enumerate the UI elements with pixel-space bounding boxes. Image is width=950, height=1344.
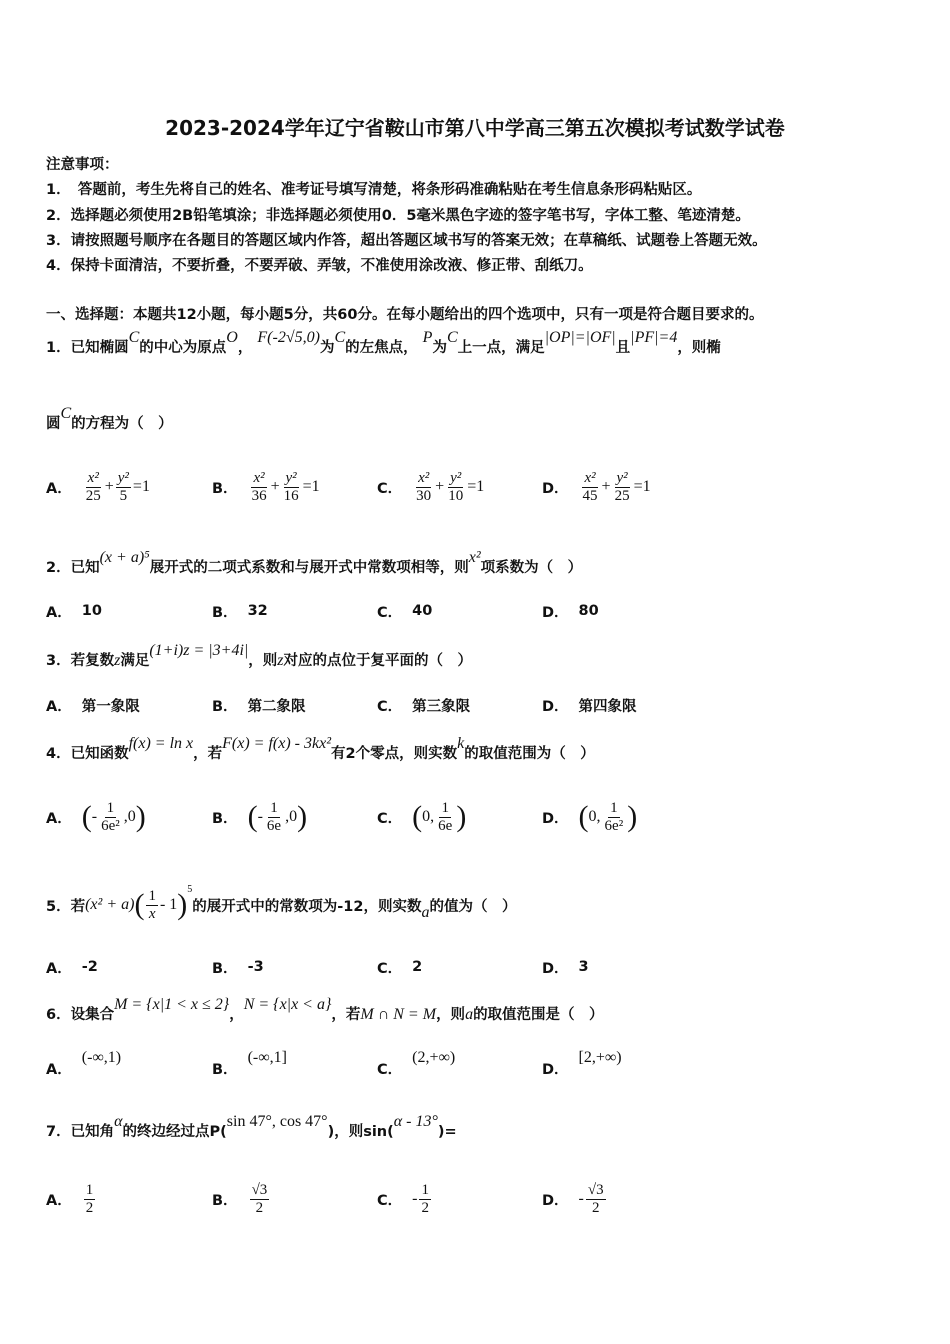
option-c[interactable]: C． 40 [377,603,433,621]
option-a[interactable]: A． ( - $\frac{1}{\text{6e²}}$ ,0 ) [46,799,146,834]
notice-item: 1． 答题前，考生先将自己的姓名、准考证号填写清楚，将条形码准确粘贴在考生信息条形码粘贴区。 [46,182,702,198]
options-q6 [46,1048,926,1088]
option-c[interactable]: C． $\frac{\text{x²}}{30}$ + $\frac{\text{y²}}{10}$ =1 [377,469,485,504]
option-a[interactable]: A． $\frac{\text{x²}}{25}$ + $\frac{\text{y²}}{5}$ =1 [46,469,150,504]
question-6: 6．设集合M = {x|1 < x ≤ 2}，N = {x|x < a}，若M ∩ N = M，则a的取值范围是（ ） [46,996,604,1023]
question-5: 5．若 (x² + a) ( $\frac{1}{x}$ - 1 ) $^5$ 的展开式中的常数项为-12，则实数 a 的值为（ ） [46,883,517,922]
option-a[interactable]: A． $\frac{1}{2}$ [46,1181,94,1216]
notice-item: 4．保持卡面清洁，不要折叠，不要弄破、弄皱，不准使用涂改液、修正带、刮纸刀。 [46,258,593,274]
notice-heading: 注意事项： [46,157,119,173]
option-d[interactable]: D． $\frac{\text{x²}}{45}$ + $\frac{\text{y²}}{25}$ =1 [542,469,651,504]
option-a[interactable]: A． 10 [46,603,102,621]
option-c[interactable]: C． ( 0, $\frac{1}{6e}$ ) [377,799,467,834]
option-c[interactable]: C． 第三象限 [377,698,471,715]
option-d[interactable]: D． 80 [542,603,599,621]
option-b[interactable]: B． $\frac{√3}{2}$ [212,1181,268,1216]
section-heading: 一、选择题：本题共12小题，每小题5分，共60分。在每小题给出的四个选项中，只有一项是符合题目要求的。 [46,307,764,323]
question-3: 3．若复数z满足(1+i)z = |3+4i|，则z对应的点位于复平面的（ ） [46,642,473,669]
options-q2 [46,588,926,634]
option-a[interactable]: A． 第一象限 [46,698,140,715]
options-q4 [46,790,926,844]
question-1-cont: 圆C的方程为（ ） [46,405,173,432]
question-7: 7．已知角α的终边经过点P(sin 47°, cos 47°)，则sin(α - 13°)= [46,1113,457,1140]
option-d[interactable]: D． 第四象限 [542,698,637,715]
option-c[interactable]: C． - $\frac{1}{2}$ [377,1181,429,1216]
question-1: 1．已知椭圆C的中心为原点O， F(-2√5,0)为C的左焦点， P为C上一点，满足|OP|=|OF|且|PF|=4，则椭 [46,329,721,356]
option-c[interactable]: C． (2,+∞) [377,1049,456,1078]
question-2: 2．已知(x + a)⁵展开式的二项式系数和与展开式中常数项相等，则x²项系数为（ ） [46,549,583,576]
option-b[interactable]: B． $\frac{\text{x²}}{36}$ + $\frac{\text{y²}}{16}$ =1 [212,469,320,504]
notice-item: 2．选择题必须使用2B铅笔填涂；非选择题必须使用0．5毫米黑色字迹的签字笔书写，字体工整、笔迹清楚。 [46,208,750,224]
options-q5 [46,944,926,990]
option-b[interactable]: B． 第二象限 [212,698,306,715]
option-b[interactable]: B． 32 [212,603,268,621]
options-q7 [46,1172,926,1226]
option-d[interactable]: D． 3 [542,959,589,977]
question-4: 4．已知函数f(x) = ln x，若F(x) = f(x) - 3kx²有2个零点，则实数k的取值范围为（ ） [46,735,595,762]
option-b[interactable]: B． -3 [212,959,264,977]
option-d[interactable]: D． [2,+∞) [542,1049,622,1078]
page-title: 2023-2024学年辽宁省鞍山市第八中学高三第五次模拟考试数学试卷 [165,116,785,140]
options-q1 [46,462,926,512]
option-a[interactable]: A． -2 [46,959,98,977]
option-d[interactable]: D． - $\frac{√3}{2}$ [542,1181,604,1216]
option-d[interactable]: D． ( 0, $\frac{1}{\text{6e²}}$ ) [542,799,638,834]
notice-item: 3．请按照题号顺序在各题目的答题区域内作答，超出答题区域书写的答案无效；在草稿纸、试题卷上答题无效。 [46,233,767,249]
option-c[interactable]: C． 2 [377,959,423,977]
option-b[interactable]: B． ( - $\frac{1}{6e}$ ,0 ) [212,799,308,834]
options-q3 [46,682,926,728]
option-a[interactable]: A． (-∞,1) [46,1049,122,1078]
option-b[interactable]: B． (-∞,1] [212,1049,287,1078]
